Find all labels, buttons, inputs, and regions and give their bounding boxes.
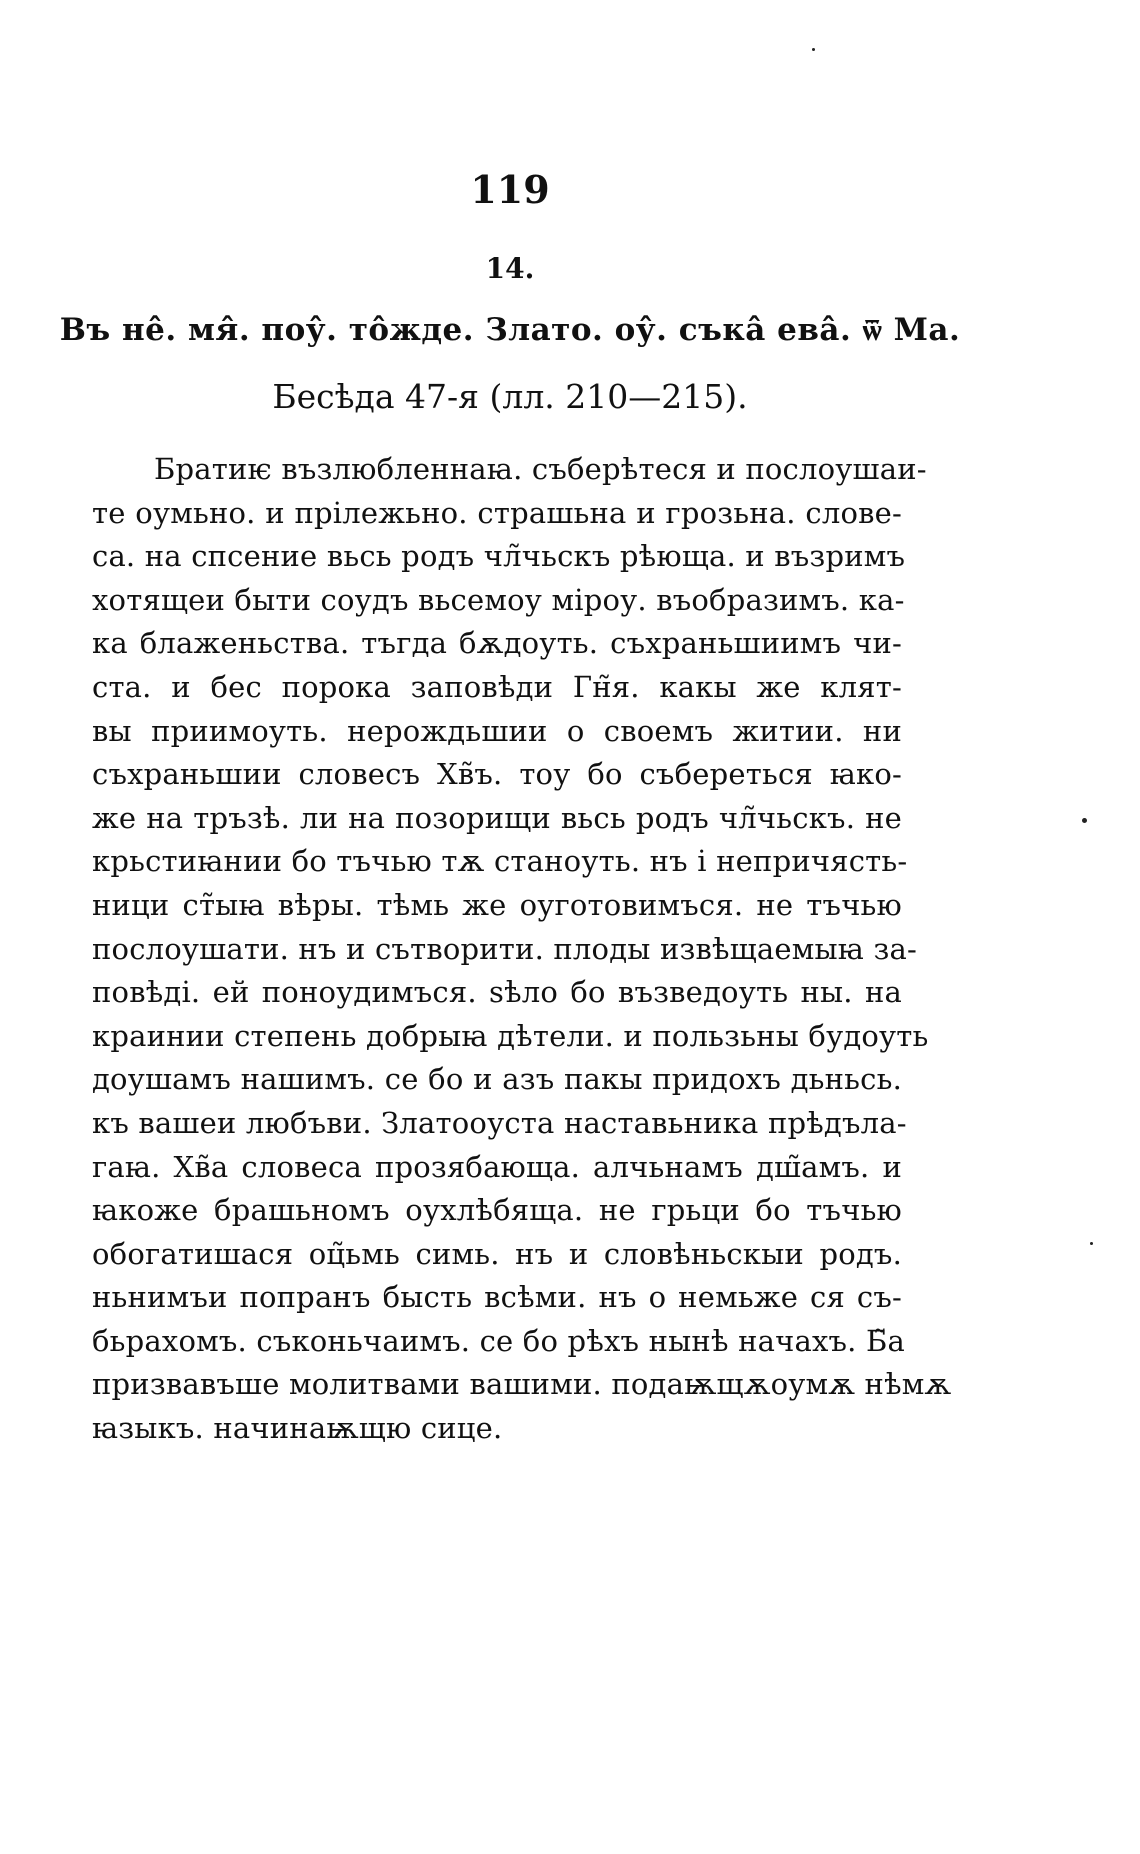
- body-text: [92, 448, 952, 1451]
- text-line: те оумьно. и прілежьно. страшьна и грозьна. слове-: [92, 495, 902, 530]
- page-number: 119: [470, 167, 550, 212]
- text-line: доушамъ нашимъ. се бо и азъ пакы придохъ дьньсь.: [92, 1062, 902, 1097]
- text-line: вы приимоуть. нерождьшии о своемъ житии. ни: [92, 713, 902, 748]
- section-number: 14.: [485, 252, 535, 285]
- text-line: краинии степень добрыꙗ дѣтели. и пользьны будоуть: [92, 1018, 929, 1053]
- section-subheading: Бесѣда 47-я (лл. 210—215).: [272, 377, 748, 416]
- text-line: къ вашеи любъви. Златооуста наставьника прѣдъла-: [92, 1105, 907, 1140]
- paper-speck: [1082, 818, 1087, 823]
- text-line: са. на спсение вьсь родъ чл̃чьскъ рѣюща. и възримъ: [92, 539, 906, 574]
- text-line: призвавъше молитвами вашими. подаѭщѫоумѫ нѣмѫ: [92, 1367, 952, 1402]
- text-line: бьрахомъ. съконьчаимъ. се бо рѣхъ нынѣ начахъ. Б̃а: [92, 1323, 905, 1358]
- text-line: крьстиꙗнии бо тъчью тѫ станоуть. нъ і непричясть-: [92, 844, 908, 879]
- text-line: повѣді. ей поноудимъся. ѕѣло бо възведоуть ны. на: [92, 975, 902, 1010]
- text-line: Братиѥ възлюбленнаꙗ. съберѣтеся и послоушаи-: [154, 452, 927, 486]
- text-line: ници ст̃ыꙗ вѣры. тѣмь же оуготовимъся. не тъчью: [92, 887, 902, 922]
- section-heading: Въ не̂. мя̂. поу̂. то̂жде. Злато. оу̂. съка̂ ева̂. ѿ Ма.: [59, 312, 961, 348]
- text-line: ꙗзыкъ. начинаѭщю сице.: [92, 1411, 503, 1446]
- text-line: ста. и бес порока заповѣди Гн̃я. какы же клят-: [92, 669, 902, 704]
- text-line: ꙗкоже брашьномъ оухлѣбяща. не грьци бо тъчью: [92, 1193, 902, 1228]
- text-line: ньнимъи попранъ бысть всѣми. нъ о немьже ся съ-: [92, 1280, 902, 1315]
- paper-speck: [812, 48, 815, 51]
- text-line: хотящеи быти соудъ вьсемоу міроу. въобразимъ. ка-: [92, 582, 905, 617]
- text-line: же на тръзѣ. ли на позорищи вьсь родъ чл̃чьскъ. не: [92, 800, 902, 835]
- text-line: послоушати. нъ и сътворити. плоды извѣщаемыꙗ за-: [92, 931, 917, 966]
- text-line: съхраньшии словесъ Хв̃ъ. тоу бо събереться ꙗко-: [92, 757, 902, 792]
- text-line: гаꙗ. Хв̃а словеса прозябающа. алчьнамъ дш̃амъ. и: [92, 1149, 902, 1184]
- text-line: ка блаженьства. тъгда бѫдоуть. съхраньшиимъ чи-: [92, 626, 902, 661]
- text-line: обогатишася оц̃ьмь симь. нъ и словѣньскыи родъ.: [92, 1236, 902, 1271]
- paper-speck: [1090, 1242, 1093, 1245]
